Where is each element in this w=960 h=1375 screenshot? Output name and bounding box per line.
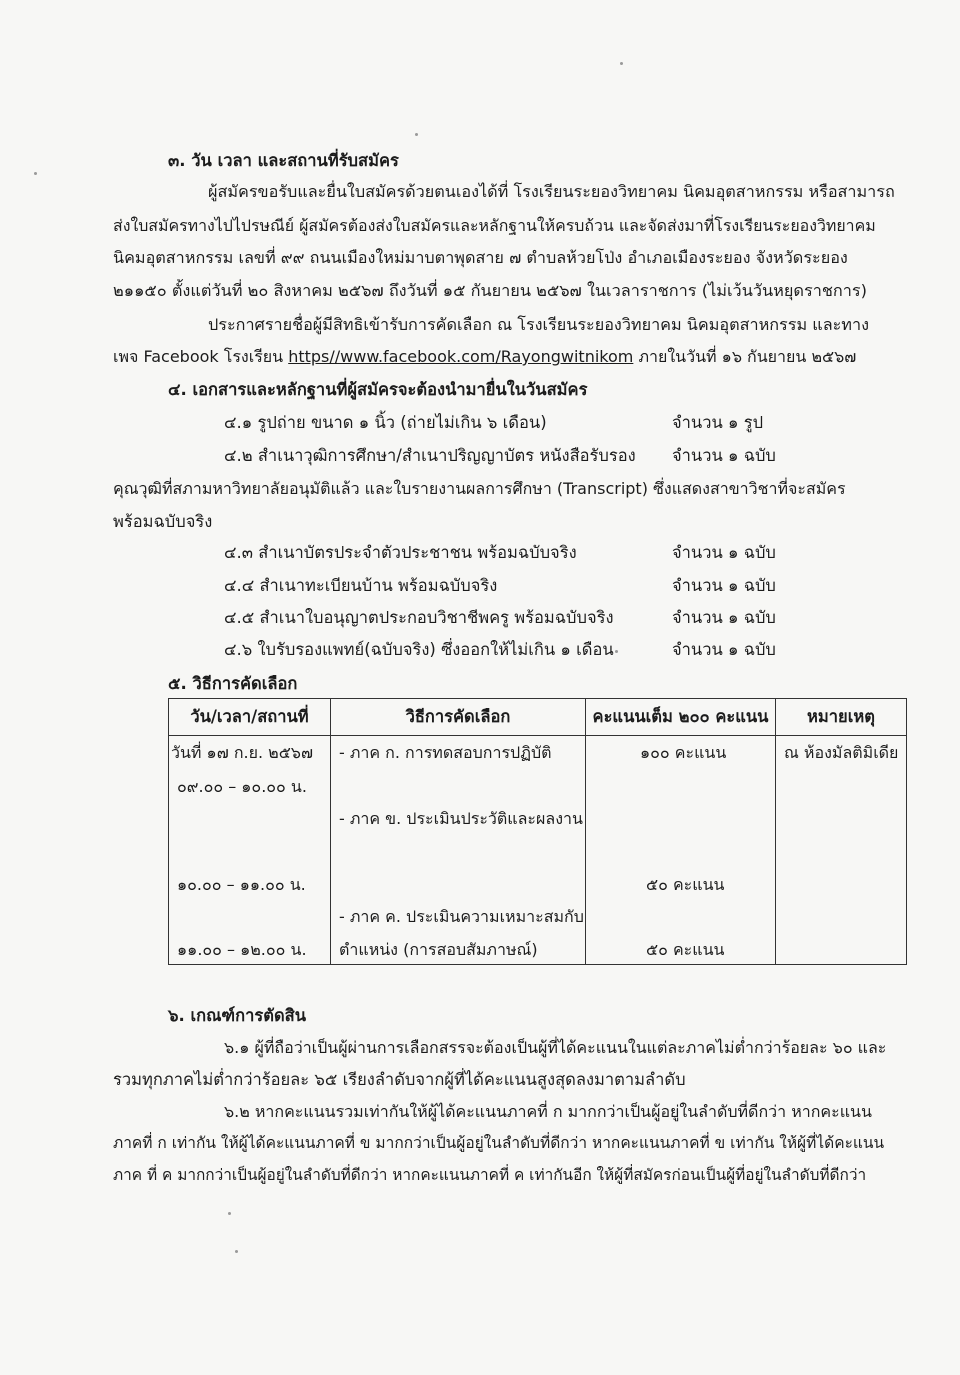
section3-para1-line: นิคมอุตสาหกรรม เลขที่ ๙๙ ถนนเมืองใหม่มาบตาพุดสาย ๗ ตำบลห้วยโป่ง อำเภอเมืองระยอง จังหวัดระยอง bbox=[113, 248, 848, 267]
method-item: - ภาค ค. ประเมินความเหมาะสมกับ bbox=[339, 907, 584, 926]
scan-speck bbox=[615, 650, 618, 653]
section3-para1-line: ผู้สมัครขอรับและยื่นใบสมัครด้วยตนเองได้ที่ โรงเรียนระยองวิทยาคม นิคมอุตสาหกรรม หรือสามารถ bbox=[208, 182, 895, 201]
note-cell bbox=[776, 736, 907, 965]
time-slot: ๐๙.๐๐ – ๑๐.๐๐ น. bbox=[177, 777, 307, 796]
section6-heading: ๖. เกณฑ์การตัดสิน bbox=[168, 1006, 307, 1025]
document-item-qty: จำนวน ๑ ฉบับ bbox=[672, 446, 776, 465]
method-item: ตำแหน่ง (การสอบสัมภาษณ์) bbox=[339, 940, 538, 959]
scan-speck bbox=[235, 1250, 238, 1253]
document-item-label: ๔.๔ สำเนาทะเบียนบ้าน พร้อมฉบับจริง bbox=[224, 576, 498, 595]
section3-para1-line: ส่งใบสมัครทางไปไปรษณีย์ ผู้สมัครต้องส่งใบสมัครและหลักฐานให้ครบถ้วน และจัดส่งมาที่โรงเรียนระยองวิทยาคม bbox=[113, 216, 876, 235]
document-item-continuation: คุณวุฒิที่สภามหาวิทยาลัยอนุมัติแล้ว และใบรายงานผลการศึกษา (Transcript) ซึ่งแสดงสาขาวิชาที่จะสมัคร bbox=[113, 479, 846, 498]
table-header-row bbox=[169, 699, 907, 736]
section5-heading: ๕. วิธีการคัดเลือก bbox=[168, 674, 298, 693]
section3-para2-line: ประกาศรายชื่อผู้มีสิทธิเข้ารับการคัดเลือก ณ โรงเรียนระยองวิทยาคม นิคมอุตสาหกรรม และทาง bbox=[208, 315, 869, 334]
announce-date-text: ภายในวันที่ ๑๖ กันยายน ๒๕๖๗ bbox=[633, 347, 857, 366]
section3-para1-line: ๒๑๑๕๐ ตั้งแต่วันที่ ๒๐ สิงหาคม ๒๕๖๗ ถึงวันที่ ๑๕ กันยายน ๒๕๖๗ ในเวลาราชการ (ไม่เว้นวันหยุดราชการ) bbox=[113, 281, 867, 300]
document-item-label: ๔.๕ สำเนาใบอนุญาตประกอบวิชาชีพครู พร้อมฉบับจริง bbox=[224, 608, 614, 627]
criteria-line: ภาคที่ ก เท่ากัน ให้ผู้ได้คะแนนภาคที่ ข มากกว่าเป็นผู้อยู่ในลำดับที่ดีกว่า หากคะแนนภาคที่ ข เท่ากัน ให้ผู้ที่ได้คะแนน bbox=[113, 1134, 885, 1152]
selection-method-table bbox=[168, 698, 907, 965]
table-header-cell: หมายเหตุ bbox=[776, 699, 907, 736]
document-item-label: ๔.๒ สำเนาวุฒิการศึกษา/สำเนาปริญญาบัตร หนังสือรับรอง bbox=[224, 446, 636, 465]
facebook-page-link[interactable]: https//www.facebook.com/Rayongwitnikom bbox=[288, 347, 634, 366]
document-item-label: ๔.๖ ใบรับรองแพทย์(ฉบับจริง) ซึ่งออกให้ไม่เกิน ๑ เดือน bbox=[224, 640, 614, 659]
document-item-qty: จำนวน ๑ ฉบับ bbox=[672, 640, 776, 659]
method-item: - ภาค ข. ประเมินประวัติและผลงาน bbox=[339, 809, 583, 828]
document-item-label: ๔.๓ สำเนาบัตรประจำตัวประชาชน พร้อมฉบับจริง bbox=[224, 543, 577, 562]
section3-heading: ๓. วัน เวลา และสถานที่รับสมัคร bbox=[168, 151, 399, 170]
score-value: ๕๐ คะแนน bbox=[646, 875, 725, 894]
method-item: - ภาค ก. การทดสอบการปฏิบัติ bbox=[339, 743, 552, 762]
method-cell bbox=[331, 736, 586, 965]
score-cell bbox=[586, 736, 776, 965]
document-item-qty: จำนวน ๑ ฉบับ bbox=[672, 576, 776, 595]
criteria-line: รวมทุกภาคไม่ต่ำกว่าร้อยละ ๖๕ เรียงลำดับจากผู้ที่ได้คะแนนสูงสุดลงมาตามลำดับ bbox=[113, 1070, 686, 1089]
time-slot: ๑๐.๐๐ – ๑๑.๐๐ น. bbox=[177, 875, 306, 894]
table-header-cell: วัน/เวลา/สถานที่ bbox=[169, 699, 331, 736]
criteria-line: ๖.๑ ผู้ที่ถือว่าเป็นผู้ผ่านการเลือกสรรจะต้องเป็นผู้ที่ได้คะแนนในแต่ละภาคไม่ต่ำกว่าร้อยละ ๖๐ และ bbox=[224, 1038, 887, 1057]
time-slot: ๑๑.๐๐ – ๑๒.๐๐ น. bbox=[177, 940, 307, 959]
schedule-cell bbox=[169, 736, 331, 965]
table-row bbox=[169, 736, 907, 965]
score-value: ๑๐๐ คะแนน bbox=[640, 743, 727, 762]
document-item-continuation: พร้อมฉบับจริง bbox=[113, 512, 213, 531]
scan-speck bbox=[415, 133, 418, 136]
table-header-cell: วิธีการคัดเลือก bbox=[331, 699, 586, 736]
document-item-qty: จำนวน ๑ รูป bbox=[672, 413, 764, 432]
document-item-label: ๔.๑ รูปถ่าย ขนาด ๑ นิ้ว (ถ่ายไม่เกิน ๖ เดือน) bbox=[224, 413, 547, 432]
exam-location-note: ณ ห้องมัลติมิเดีย bbox=[784, 743, 899, 762]
score-value: ๕๐ คะแนน bbox=[646, 940, 725, 959]
scan-speck bbox=[228, 1212, 231, 1215]
exam-date: วันที่ ๑๗ ก.ย. ๒๕๖๗ bbox=[171, 743, 313, 762]
table-header-cell: คะแนนเต็ม ๒๐๐ คะแนน bbox=[586, 699, 776, 736]
criteria-line: ๖.๒ หากคะแนนรวมเท่ากันให้ผู้ได้คะแนนภาคที่ ก มากกว่าเป็นผู้อยู่ในลำดับที่ดีกว่า หากคะแนน bbox=[224, 1102, 872, 1121]
scan-speck bbox=[620, 62, 623, 65]
section3-para2-line bbox=[113, 345, 856, 369]
facebook-prefix-text: เพจ Facebook โรงเรียน bbox=[113, 347, 289, 366]
criteria-line: ภาค ที่ ค มากกว่าเป็นผู้อยู่ในลำดับที่ดีกว่า หากคะแนนภาคที่ ค เท่ากันอีก ให้ผู้ที่สมัครก่อนเป็นผู้ที่อยู่ในลำดับที่ดีกว่า bbox=[113, 1166, 867, 1184]
document-item-qty: จำนวน ๑ ฉบับ bbox=[672, 543, 776, 562]
scan-speck bbox=[34, 172, 37, 175]
document-item-qty: จำนวน ๑ ฉบับ bbox=[672, 608, 776, 627]
section4-heading: ๔. เอกสารและหลักฐานที่ผู้สมัครจะต้องนำมายื่นในวันสมัคร bbox=[168, 380, 588, 399]
